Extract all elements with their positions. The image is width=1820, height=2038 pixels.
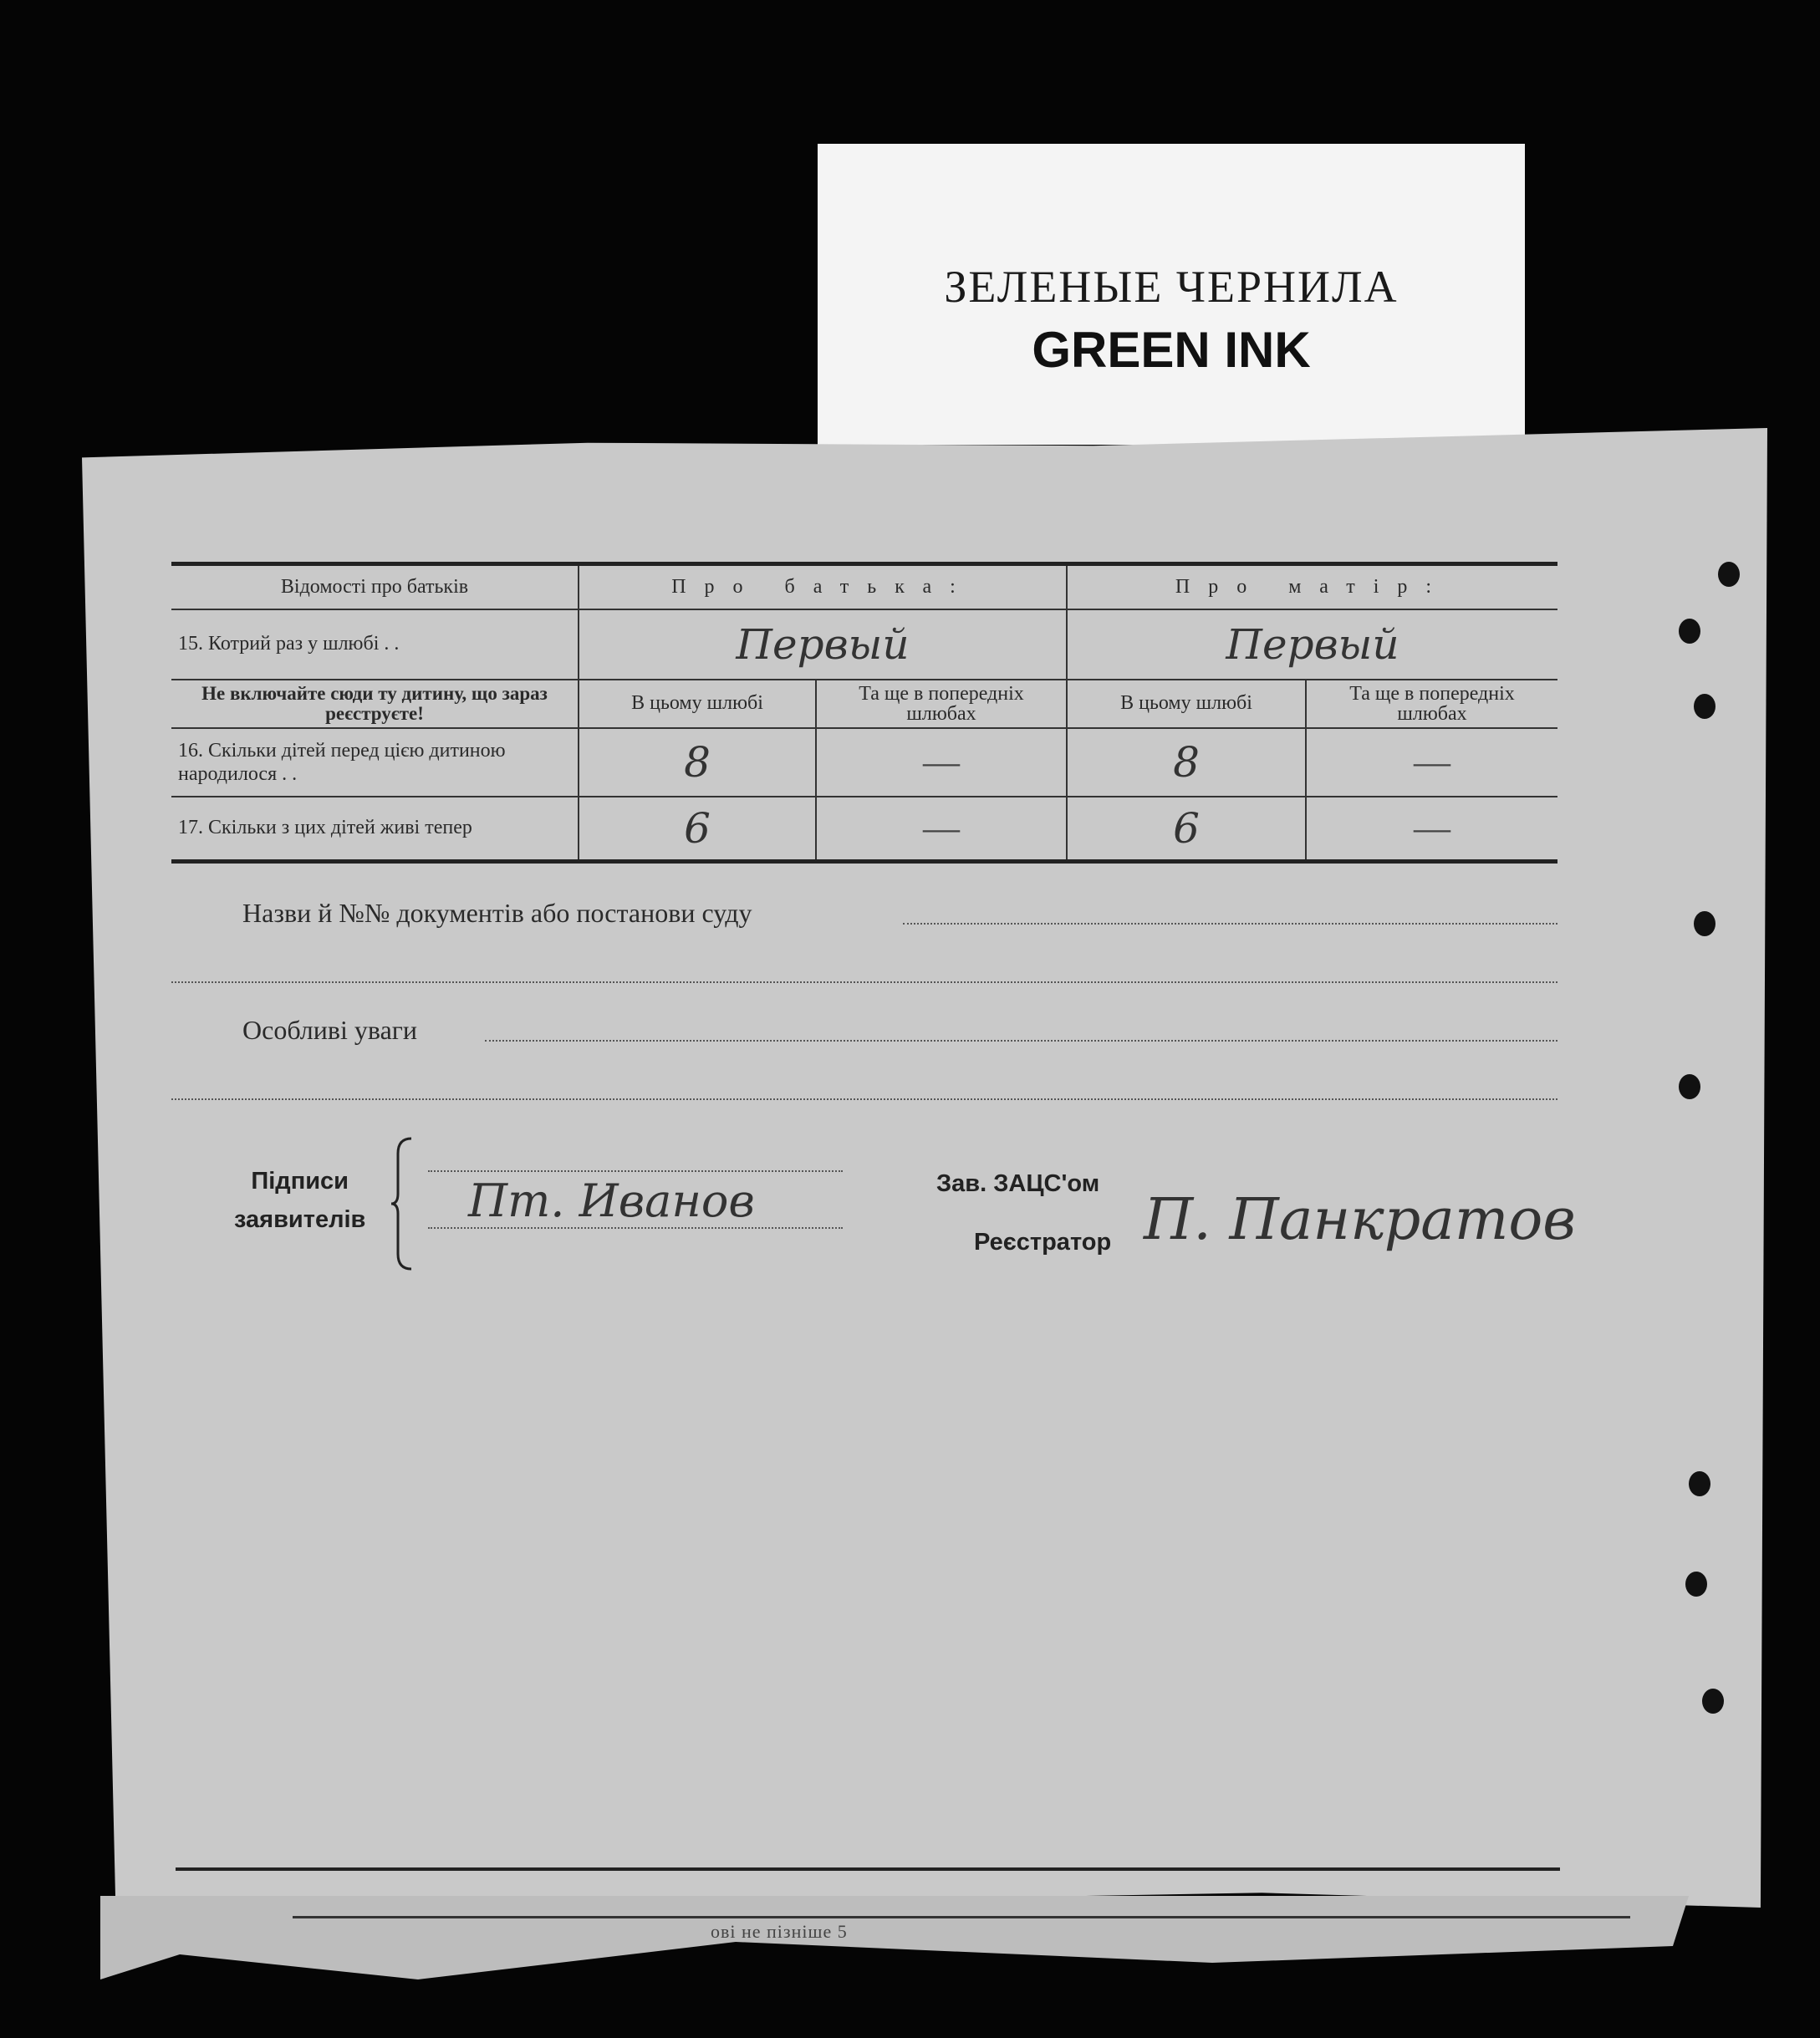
row15-father: Первый [579,609,1067,680]
row17-father-this: 6 [579,797,816,862]
label-card-en: GREEN INK [1032,322,1311,378]
row17-mother-this: 6 [1067,797,1306,862]
torn-edge [100,1896,1689,1979]
header-info: Відомості про батьків [280,575,469,598]
bottom-rule-2 [293,1916,1630,1918]
head-label: Зав. ЗАЦС'ом [936,1170,1100,1197]
documents-line [903,923,1557,925]
header-mother: Про матір: [1067,564,1557,609]
label-card-ru: ЗЕЛЕНЫЕ ЧЕРНИЛА [944,262,1399,312]
row-note: Не включайте сюди ту дитину, що зараз реєструєте! [201,682,548,724]
brace [390,1137,415,1271]
binding-hole [1685,1572,1707,1597]
torn-footer-text: ові не пізніше 5 [711,1921,848,1942]
applicants-label-2: заявителів [234,1206,366,1233]
binding-hole [1718,562,1740,587]
parents-info-table [171,562,1557,864]
row16-mother-prev: — [1306,728,1557,797]
binding-hole [1689,1471,1710,1496]
col-this-marriage-father: В цьому шлюбі [579,680,816,728]
row15-label: 15. Котрий раз у шлюбі . . [178,633,400,655]
applicants-label [234,1162,365,1239]
binding-hole [1679,1074,1700,1099]
col-previous-mother: Та ще в попередніх шлюбах [1306,680,1557,728]
registrar-signature: П. Панкратов [1144,1187,1576,1253]
row16-father-this: 8 [579,728,816,797]
binding-hole [1694,911,1715,936]
binding-hole [1702,1689,1724,1714]
applicant-sign-line-2 [428,1227,843,1229]
row16-father-prev: — [816,728,1067,797]
applicant-signature: Пт. Иванов [468,1174,755,1227]
header-father: Про батька: [579,564,1067,609]
col-this-marriage-mother: В цьому шлюбі [1067,680,1306,728]
binding-hole [1679,619,1700,644]
bottom-rule [176,1867,1560,1871]
row16-mother-this: 8 [1067,728,1306,797]
remarks-line [485,1040,1557,1042]
binding-hole [1694,694,1715,719]
row17-mother-prev: — [1306,797,1557,862]
row16-label: 16. Скільки дітей перед цією дитиною народилося . . [178,739,506,785]
registrar-label: Реєстратор [974,1229,1112,1256]
col-previous-father: Та ще в попередніх шлюбах [816,680,1067,728]
label-card [818,144,1525,445]
document-fields [171,884,1557,1118]
applicant-sign-line-1 [428,1170,843,1172]
applicants-label-1: Підписи [251,1168,349,1195]
row17-label: 17. Скільки з цих дітей живі тепер [178,817,472,839]
documents-label: Назви й №№ документів або постанови суду [242,898,752,928]
remarks-line-2 [171,1098,1557,1100]
row15-mother: Первый [1067,609,1557,680]
row17-father-prev: — [816,797,1067,862]
remarks-label: Особливі уваги [242,1015,418,1045]
documents-line-2 [171,981,1557,983]
